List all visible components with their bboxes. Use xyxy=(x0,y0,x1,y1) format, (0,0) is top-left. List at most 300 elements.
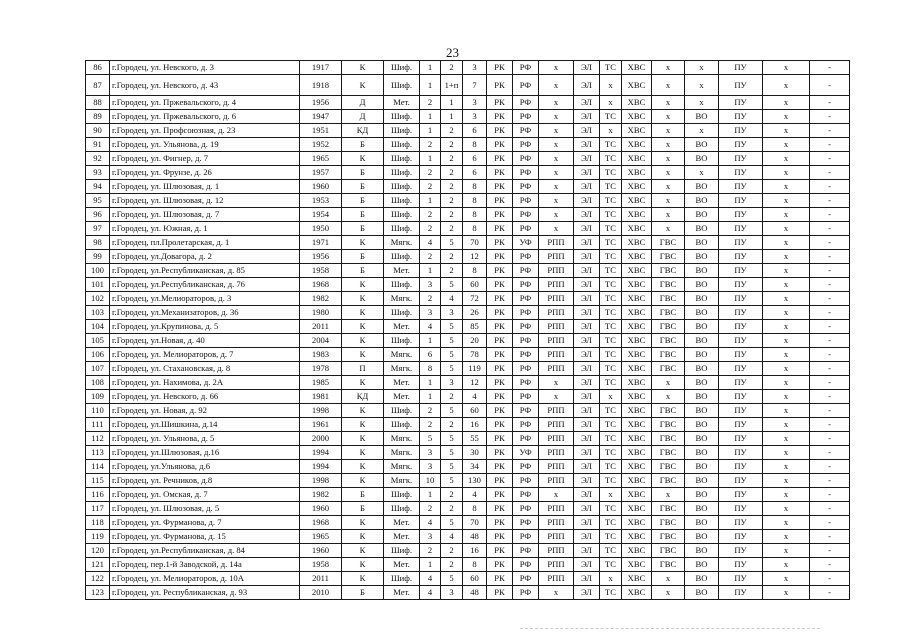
col-rpp-cell: х xyxy=(539,166,574,180)
col-rf-cell: РФ xyxy=(513,418,539,432)
floors-cell: 3 xyxy=(441,306,463,320)
heating-cell: ТС xyxy=(600,334,622,348)
col-rk-cell: РК xyxy=(487,264,513,278)
row-number: 93 xyxy=(86,166,110,180)
entrances-cell: 10 xyxy=(420,474,441,488)
floors-cell: 5 xyxy=(441,362,463,376)
col-dash-cell: - xyxy=(810,446,850,460)
cold-water-cell: ХВС xyxy=(622,278,652,292)
metering-cell: ПУ xyxy=(719,124,763,138)
row-number: 113 xyxy=(86,446,110,460)
electricity-cell: ЭЛ xyxy=(574,194,600,208)
category-cell: Б xyxy=(342,586,384,600)
table-row xyxy=(86,362,850,376)
row-number: 94 xyxy=(86,180,110,194)
address-cell: г.Городец, ул. Фурманова, д. 7 xyxy=(110,516,300,530)
col-rk-cell: РК xyxy=(487,306,513,320)
scan-margin-marks xyxy=(18,360,58,400)
cold-water-cell: ХВС xyxy=(622,306,652,320)
cold-water-cell: ХВС xyxy=(622,194,652,208)
col-rk-cell: РК xyxy=(487,334,513,348)
col-dash-cell: - xyxy=(810,516,850,530)
col-rpp-cell: х xyxy=(539,180,574,194)
col-rf-cell: РФ xyxy=(513,110,539,124)
col-x-cell: х xyxy=(763,502,810,516)
col-rpp-cell: РПП xyxy=(539,558,574,572)
electricity-cell: ЭЛ xyxy=(574,222,600,236)
cold-water-cell: ХВС xyxy=(622,376,652,390)
entrances-cell: 1 xyxy=(420,390,441,404)
address-cell: г.Городец, ул.Довагора, д. 2 xyxy=(110,250,300,264)
col-rpp-cell: РПП xyxy=(539,278,574,292)
col-x-cell: х xyxy=(763,516,810,530)
col-dash-cell: - xyxy=(810,236,850,250)
roof-material-cell: Мет. xyxy=(384,516,420,530)
row-number: 107 xyxy=(86,362,110,376)
entrances-cell: 4 xyxy=(420,320,441,334)
col-rpp-cell: х xyxy=(539,124,574,138)
address-cell: г.Городец, ул. Фрунзе, д. 26 xyxy=(110,166,300,180)
address-cell: г.Городец, пл.Пролетарская, д. 1 xyxy=(110,236,300,250)
hot-water-cell: ГВС xyxy=(652,530,685,544)
row-number: 95 xyxy=(86,194,110,208)
col-rpp-cell: РПП xyxy=(539,250,574,264)
entrances-cell: 1 xyxy=(420,152,441,166)
floors-cell: 2 xyxy=(441,488,463,502)
hot-water-cell: ГВС xyxy=(652,460,685,474)
category-cell: К xyxy=(342,334,384,348)
metering-cell: ПУ xyxy=(719,516,763,530)
col-rf-cell: РФ xyxy=(513,404,539,418)
address-cell: г.Городец, ул. Речников, д.8 xyxy=(110,474,300,488)
sewerage-cell: ВО xyxy=(685,376,719,390)
heating-cell: ТС xyxy=(600,530,622,544)
heating-cell: ТС xyxy=(600,404,622,418)
address-cell: г.Городец, ул. Шлюзовая, д. 1 xyxy=(110,180,300,194)
year-cell: 1958 xyxy=(300,558,342,572)
col-dash-cell: - xyxy=(810,75,850,96)
year-cell: 1952 xyxy=(300,138,342,152)
electricity-cell: ЭЛ xyxy=(574,166,600,180)
cold-water-cell: ХВС xyxy=(622,474,652,488)
entrances-cell: 2 xyxy=(420,208,441,222)
cold-water-cell: ХВС xyxy=(622,460,652,474)
cold-water-cell: ХВС xyxy=(622,530,652,544)
row-number: 120 xyxy=(86,544,110,558)
floors-cell: 5 xyxy=(441,516,463,530)
entrances-cell: 4 xyxy=(420,572,441,586)
heating-cell: ТС xyxy=(600,348,622,362)
col-rpp-cell: х xyxy=(539,488,574,502)
address-cell: г.Городец, пер.1-й Заводской, д. 14а xyxy=(110,558,300,572)
floors-cell: 2 xyxy=(441,208,463,222)
electricity-cell: ЭЛ xyxy=(574,292,600,306)
heating-cell: х xyxy=(600,488,622,502)
table-row xyxy=(86,334,850,348)
metering-cell: ПУ xyxy=(719,474,763,488)
heating-cell: х xyxy=(600,96,622,110)
electricity-cell: ЭЛ xyxy=(574,75,600,96)
col-dash-cell: - xyxy=(810,222,850,236)
col-rk-cell: РК xyxy=(487,110,513,124)
apartments-cell: 85 xyxy=(463,320,487,334)
sewerage-cell: ВО xyxy=(685,516,719,530)
col-rpp-cell: РПП xyxy=(539,460,574,474)
col-x-cell: х xyxy=(763,152,810,166)
entrances-cell: 2 xyxy=(420,138,441,152)
floors-cell: 5 xyxy=(441,460,463,474)
heating-cell: ТС xyxy=(600,362,622,376)
cold-water-cell: ХВС xyxy=(622,446,652,460)
col-rf-cell: РФ xyxy=(513,390,539,404)
roof-material-cell: Мет. xyxy=(384,586,420,600)
col-x-cell: х xyxy=(763,348,810,362)
year-cell: 1968 xyxy=(300,278,342,292)
hot-water-cell: ГВС xyxy=(652,544,685,558)
entrances-cell: 1 xyxy=(420,75,441,96)
address-cell: г.Городец, ул. Невского, д. 66 xyxy=(110,390,300,404)
col-rf-cell: РФ xyxy=(513,348,539,362)
col-rpp-cell: РПП xyxy=(539,348,574,362)
table-row xyxy=(86,264,850,278)
apartments-cell: 8 xyxy=(463,264,487,278)
entrances-cell: 1 xyxy=(420,110,441,124)
category-cell: Б xyxy=(342,250,384,264)
heating-cell: ТС xyxy=(600,61,622,75)
col-rk-cell: РК xyxy=(487,572,513,586)
metering-cell: ПУ xyxy=(719,306,763,320)
row-number: 123 xyxy=(86,586,110,600)
roof-material-cell: Мет. xyxy=(384,376,420,390)
cold-water-cell: ХВС xyxy=(622,152,652,166)
row-number: 109 xyxy=(86,390,110,404)
hot-water-cell: х xyxy=(652,166,685,180)
col-dash-cell: - xyxy=(810,502,850,516)
roof-material-cell: Мет. xyxy=(384,390,420,404)
sewerage-cell: х xyxy=(685,61,719,75)
sewerage-cell: ВО xyxy=(685,474,719,488)
col-x-cell: х xyxy=(763,320,810,334)
row-number: 97 xyxy=(86,222,110,236)
roof-material-cell: Шиф. xyxy=(384,404,420,418)
address-cell: г.Городец, ул. Шлюзовая, д. 7 xyxy=(110,208,300,222)
apartments-cell: 72 xyxy=(463,292,487,306)
year-cell: 1960 xyxy=(300,180,342,194)
row-number: 92 xyxy=(86,152,110,166)
electricity-cell: ЭЛ xyxy=(574,558,600,572)
apartments-cell: 8 xyxy=(463,138,487,152)
floors-cell: 2 xyxy=(441,194,463,208)
category-cell: К xyxy=(342,292,384,306)
category-cell: Б xyxy=(342,180,384,194)
apartments-cell: 3 xyxy=(463,96,487,110)
col-rf-cell: РФ xyxy=(513,460,539,474)
floors-cell: 5 xyxy=(441,348,463,362)
hot-water-cell: х xyxy=(652,138,685,152)
metering-cell: ПУ xyxy=(719,96,763,110)
table-row xyxy=(86,558,850,572)
col-rk-cell: РК xyxy=(487,544,513,558)
entrances-cell: 3 xyxy=(420,278,441,292)
apartments-cell: 8 xyxy=(463,222,487,236)
row-number: 108 xyxy=(86,376,110,390)
heating-cell: ТС xyxy=(600,194,622,208)
hot-water-cell: х xyxy=(652,96,685,110)
col-x-cell: х xyxy=(763,404,810,418)
col-rk-cell: РК xyxy=(487,194,513,208)
col-rf-cell: РФ xyxy=(513,474,539,488)
metering-cell: ПУ xyxy=(719,320,763,334)
address-cell: г.Городец, ул.Мелиораторов, д. 3 xyxy=(110,292,300,306)
col-dash-cell: - xyxy=(810,61,850,75)
col-x-cell: х xyxy=(763,138,810,152)
address-cell: г.Городец, ул. Шлюзовая, д. 12 xyxy=(110,194,300,208)
col-rk-cell: РК xyxy=(487,404,513,418)
electricity-cell: ЭЛ xyxy=(574,180,600,194)
year-cell: 1982 xyxy=(300,292,342,306)
apartments-cell: 8 xyxy=(463,558,487,572)
col-rk-cell: РК xyxy=(487,124,513,138)
electricity-cell: ЭЛ xyxy=(574,362,600,376)
hot-water-cell: ГВС xyxy=(652,348,685,362)
address-cell: г.Городец, ул. Ульянова, д. 5 xyxy=(110,432,300,446)
hot-water-cell: ГВС xyxy=(652,558,685,572)
metering-cell: ПУ xyxy=(719,558,763,572)
sewerage-cell: ВО xyxy=(685,586,719,600)
table-row xyxy=(86,502,850,516)
entrances-cell: 2 xyxy=(420,544,441,558)
col-rpp-cell: РПП xyxy=(539,404,574,418)
col-dash-cell: - xyxy=(810,432,850,446)
cold-water-cell: ХВС xyxy=(622,292,652,306)
sewerage-cell: х xyxy=(685,96,719,110)
sewerage-cell: ВО xyxy=(685,110,719,124)
col-rk-cell: РК xyxy=(487,222,513,236)
entrances-cell: 2 xyxy=(420,418,441,432)
heating-cell: ТС xyxy=(600,376,622,390)
year-cell: 1918 xyxy=(300,75,342,96)
col-dash-cell: - xyxy=(810,460,850,474)
year-cell: 1983 xyxy=(300,348,342,362)
hot-water-cell: х xyxy=(652,194,685,208)
col-rf-cell: РФ xyxy=(513,432,539,446)
col-x-cell: х xyxy=(763,474,810,488)
col-x-cell: х xyxy=(763,236,810,250)
heating-cell: ТС xyxy=(600,152,622,166)
category-cell: Б xyxy=(342,488,384,502)
entrances-cell: 2 xyxy=(420,250,441,264)
col-rf-cell: РФ xyxy=(513,75,539,96)
col-rf-cell: РФ xyxy=(513,124,539,138)
apartments-cell: 8 xyxy=(463,180,487,194)
category-cell: Б xyxy=(342,138,384,152)
entrances-cell: 4 xyxy=(420,236,441,250)
address-cell: г.Городец, ул. Новая, д. 92 xyxy=(110,404,300,418)
sewerage-cell: ВО xyxy=(685,544,719,558)
year-cell: 1958 xyxy=(300,264,342,278)
col-rk-cell: РК xyxy=(487,250,513,264)
roof-material-cell: Шиф. xyxy=(384,502,420,516)
floors-cell: 5 xyxy=(441,236,463,250)
row-number: 110 xyxy=(86,404,110,418)
col-dash-cell: - xyxy=(810,208,850,222)
apartments-cell: 60 xyxy=(463,278,487,292)
floors-cell: 2 xyxy=(441,418,463,432)
electricity-cell: ЭЛ xyxy=(574,474,600,488)
electricity-cell: ЭЛ xyxy=(574,334,600,348)
year-cell: 1981 xyxy=(300,390,342,404)
col-dash-cell: - xyxy=(810,96,850,110)
apartments-cell: 48 xyxy=(463,530,487,544)
electricity-cell: ЭЛ xyxy=(574,124,600,138)
entrances-cell: 1 xyxy=(420,194,441,208)
apartments-cell: 8 xyxy=(463,502,487,516)
col-rf-cell: РФ xyxy=(513,152,539,166)
metering-cell: ПУ xyxy=(719,208,763,222)
category-cell: Б xyxy=(342,264,384,278)
metering-cell: ПУ xyxy=(719,110,763,124)
cold-water-cell: ХВС xyxy=(622,96,652,110)
hot-water-cell: ГВС xyxy=(652,446,685,460)
category-cell: Д xyxy=(342,110,384,124)
apartments-cell: 119 xyxy=(463,362,487,376)
col-dash-cell: - xyxy=(810,180,850,194)
row-number: 119 xyxy=(86,530,110,544)
electricity-cell: ЭЛ xyxy=(574,418,600,432)
year-cell: 2011 xyxy=(300,572,342,586)
apartments-cell: 60 xyxy=(463,572,487,586)
roof-material-cell: Шиф. xyxy=(384,208,420,222)
row-number: 111 xyxy=(86,418,110,432)
col-rf-cell: РФ xyxy=(513,306,539,320)
row-number: 103 xyxy=(86,306,110,320)
table-row xyxy=(86,488,850,502)
metering-cell: ПУ xyxy=(719,61,763,75)
heating-cell: х xyxy=(600,75,622,96)
metering-cell: ПУ xyxy=(719,194,763,208)
col-x-cell: х xyxy=(763,572,810,586)
electricity-cell: ЭЛ xyxy=(574,320,600,334)
row-number: 88 xyxy=(86,96,110,110)
hot-water-cell: ГВС xyxy=(652,306,685,320)
table-row xyxy=(86,432,850,446)
col-dash-cell: - xyxy=(810,320,850,334)
sewerage-cell: ВО xyxy=(685,334,719,348)
year-cell: 1965 xyxy=(300,152,342,166)
year-cell: 2000 xyxy=(300,432,342,446)
category-cell: К xyxy=(342,446,384,460)
hot-water-cell: ГВС xyxy=(652,516,685,530)
row-number: 102 xyxy=(86,292,110,306)
electricity-cell: ЭЛ xyxy=(574,404,600,418)
col-rk-cell: РК xyxy=(487,96,513,110)
category-cell: П xyxy=(342,362,384,376)
table-row xyxy=(86,96,850,110)
col-x-cell: х xyxy=(763,432,810,446)
col-dash-cell: - xyxy=(810,474,850,488)
entrances-cell: 3 xyxy=(420,460,441,474)
hot-water-cell: ГВС xyxy=(652,502,685,516)
col-x-cell: х xyxy=(763,222,810,236)
row-number: 91 xyxy=(86,138,110,152)
hot-water-cell: ГВС xyxy=(652,334,685,348)
table-row xyxy=(86,348,850,362)
floors-cell: 5 xyxy=(441,404,463,418)
col-rf-cell: РФ xyxy=(513,488,539,502)
year-cell: 1960 xyxy=(300,544,342,558)
col-rk-cell: РК xyxy=(487,320,513,334)
col-rf-cell: РФ xyxy=(513,516,539,530)
heating-cell: ТС xyxy=(600,292,622,306)
col-rf-cell: РФ xyxy=(513,502,539,516)
electricity-cell: ЭЛ xyxy=(574,488,600,502)
roof-material-cell: Мягк. xyxy=(384,446,420,460)
sewerage-cell: ВО xyxy=(685,446,719,460)
floors-cell: 2 xyxy=(441,138,463,152)
floors-cell: 1 xyxy=(441,110,463,124)
col-rk-cell: РК xyxy=(487,376,513,390)
floors-cell: 5 xyxy=(441,334,463,348)
col-dash-cell: - xyxy=(810,544,850,558)
electricity-cell: ЭЛ xyxy=(574,530,600,544)
sewerage-cell: ВО xyxy=(685,180,719,194)
col-dash-cell: - xyxy=(810,278,850,292)
hot-water-cell: ГВС xyxy=(652,474,685,488)
cold-water-cell: ХВС xyxy=(622,320,652,334)
electricity-cell: ЭЛ xyxy=(574,586,600,600)
col-dash-cell: - xyxy=(810,390,850,404)
floors-cell: 2 xyxy=(441,61,463,75)
roof-material-cell: Мягк. xyxy=(384,460,420,474)
heating-cell: ТС xyxy=(600,558,622,572)
roof-material-cell: Шиф. xyxy=(384,110,420,124)
address-cell: г.Городец, ул. Нахимова, д. 2А xyxy=(110,376,300,390)
electricity-cell: ЭЛ xyxy=(574,460,600,474)
col-rpp-cell: х xyxy=(539,208,574,222)
apartments-cell: 6 xyxy=(463,124,487,138)
heating-cell: ТС xyxy=(600,222,622,236)
floors-cell: 2 xyxy=(441,264,463,278)
heating-cell: ТС xyxy=(600,586,622,600)
category-cell: К xyxy=(342,320,384,334)
heating-cell: ТС xyxy=(600,110,622,124)
electricity-cell: ЭЛ xyxy=(574,348,600,362)
col-dash-cell: - xyxy=(810,418,850,432)
col-rk-cell: РК xyxy=(487,180,513,194)
category-cell: К xyxy=(342,278,384,292)
roof-material-cell: Мягк. xyxy=(384,432,420,446)
col-x-cell: х xyxy=(763,180,810,194)
metering-cell: ПУ xyxy=(719,572,763,586)
table-row xyxy=(86,138,850,152)
floors-cell: 1 xyxy=(441,96,463,110)
col-x-cell: х xyxy=(763,376,810,390)
hot-water-cell: х xyxy=(652,488,685,502)
heating-cell: ТС xyxy=(600,306,622,320)
apartments-cell: 20 xyxy=(463,334,487,348)
col-x-cell: х xyxy=(763,390,810,404)
entrances-cell: 2 xyxy=(420,222,441,236)
heating-cell: ТС xyxy=(600,236,622,250)
category-cell: К xyxy=(342,306,384,320)
floors-cell: 5 xyxy=(441,572,463,586)
entrances-cell: 1 xyxy=(420,124,441,138)
sewerage-cell: х xyxy=(685,75,719,96)
hot-water-cell: х xyxy=(652,572,685,586)
col-x-cell: х xyxy=(763,278,810,292)
roof-material-cell: Шиф. xyxy=(384,222,420,236)
row-number: 114 xyxy=(86,460,110,474)
